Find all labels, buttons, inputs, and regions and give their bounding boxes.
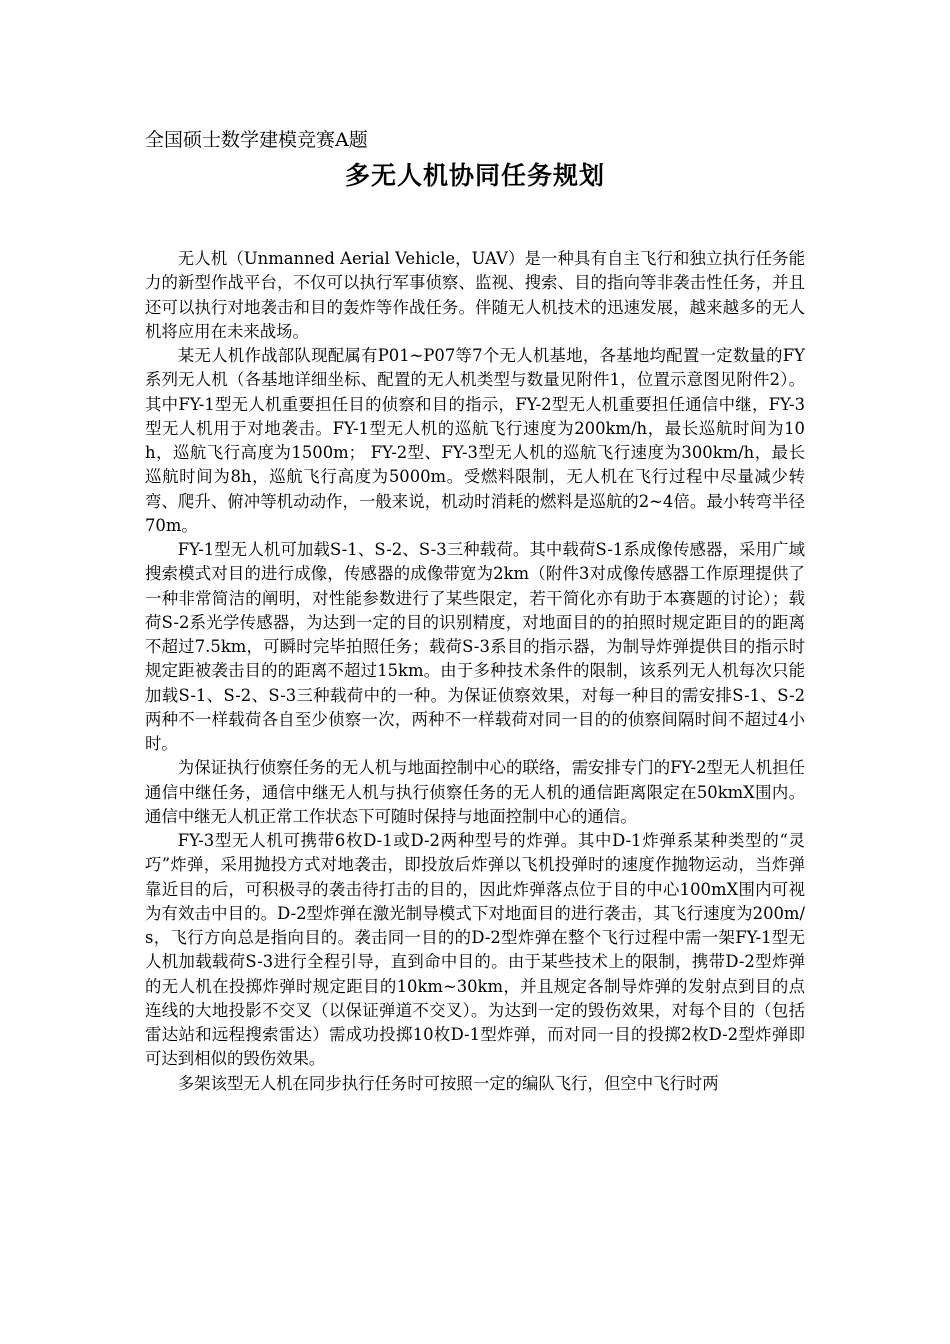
paragraph-bases: 某无人机作战部队现配属有P01~P07等7个无人机基地，各基地均配置一定数量的FY系列无人机（各基地详细坐标、配置的无人机类型与数量见附件1，位置示意图见附件2）。其中FY-1型无人机重要担任目的侦察和目的指示，FY-2型无人机重要担任通信中继，FY-3型无人机用于对地袭击。FY-1型无人机的巡航飞行速度为200km/h，最长巡航时间为10h，巡航飞行高度为1500m； FY-2型、FY-3型无人机的巡航飞行速度为300km/h，最长巡航时间为8h，巡航飞行高度为5000m。受燃料限制，无人机在飞行过程中尽量减少转弯、爬升、俯冲等机动动作，一般来说，机动时消耗的燃料是巡航的2~4倍。最小转弯半径70m。 xyxy=(145,346,805,535)
document-title: 多无人机协同任务规划 xyxy=(344,161,605,190)
competition-subtitle: 全国硕士数学建模竞赛A题 xyxy=(145,129,368,151)
paragraph-intro: 无人机（Unmanned Aerial Vehicle，UAV）是一种具有自主飞行和独立执行任务能力的新型作战平台，不仅可以执行军事侦察、监视、搜索、目的指向等非袭击性任务，并且还可以执行对地袭击和目的轰炸等作战任务。伴随无人机技术的迅速发展，越来越多的无人机将应用在未来战场。 xyxy=(145,249,805,341)
paragraph-formation: 多架该型无人机在同步执行任务时可按照一定的编队飞行，但空中飞行时两 xyxy=(177,1073,719,1093)
document-body xyxy=(145,247,805,1096)
paragraph-fy3-bombs: FY-3型无人机可携带6枚D-1或D-2两种型号的炸弹。其中D-1炸弹系某种类型的“灵巧”炸弹，采用抛投方式对地袭击，即投放后炸弹以飞机投弹时的速度作抛物运动，当炸弹靠近目的后，可积极寻的袭击待打击的目的，因此炸弹落点位于目的中心100mX围内可视为有效击中目的。D-2型炸弹在激光制导模式下对地面目的进行袭击，其飞行速度为200m/s，飞行方向总是指向目的。袭击同一目的的D-2型炸弹在整个飞行过程中需一架FY-1型无人机加载载荷S-3进行全程引导，直到命中目的。由于某些技术上的限制，携带D-2型炸弹的无人机在投掷炸弹时规定距目的10km~30km，并且规定各制导炸弹的发射点到目的点连线的大地投影不交叉（以保证弹道不交叉）。为达到一定的毁伤效果，对每个目的（包括雷达站和远程搜索雷达）需成功投掷10枚D-1型炸弹，而对同一目的投掷2枚D-2型炸弹即可达到相似的毁伤效果。 xyxy=(145,831,805,1069)
paragraph-relay: 为保证执行侦察任务的无人机与地面控制中心的联络，需安排专门的FY-2型无人机担任通信中继任务，通信中继无人机与执行侦察任务的无人机的通信距离限定在50kmX围内。通信中继无人机正常工作状态下可随时保持与地面控制中心的通信。 xyxy=(145,758,805,826)
paragraph-fy1-payloads: FY-1型无人机可加载S-1、S-2、S-3三种载荷。其中载荷S-1系成像传感器，采用广域搜索模式对目的进行成像，传感器的成像带宽为2km（附件3对成像传感器工作原理提供了一种非常简洁的阐明，对性能参数进行了某些限定，若干简化亦有助于本赛题的讨论）；载荷S-2系光学传感器，为达到一定的目的识别精度，对地面目的的拍照时规定距目的的距离不超过7.5km，可瞬时完毕拍照任务；载荷S-3系目的指示器，为制导炸弹提供目的指示时规定距被袭击目的的距离不超过15km。由于多种技术条件的限制，该系列无人机每次只能加载S-1、S-2、S-3三种载荷中的一种。为保证侦察效果，对每一种目的需安排S-1、S-2两种不一样载荷各自至少侦察一次，两种不一样载荷对同一目的的侦察间隔时间不超过4小时。 xyxy=(145,540,805,753)
